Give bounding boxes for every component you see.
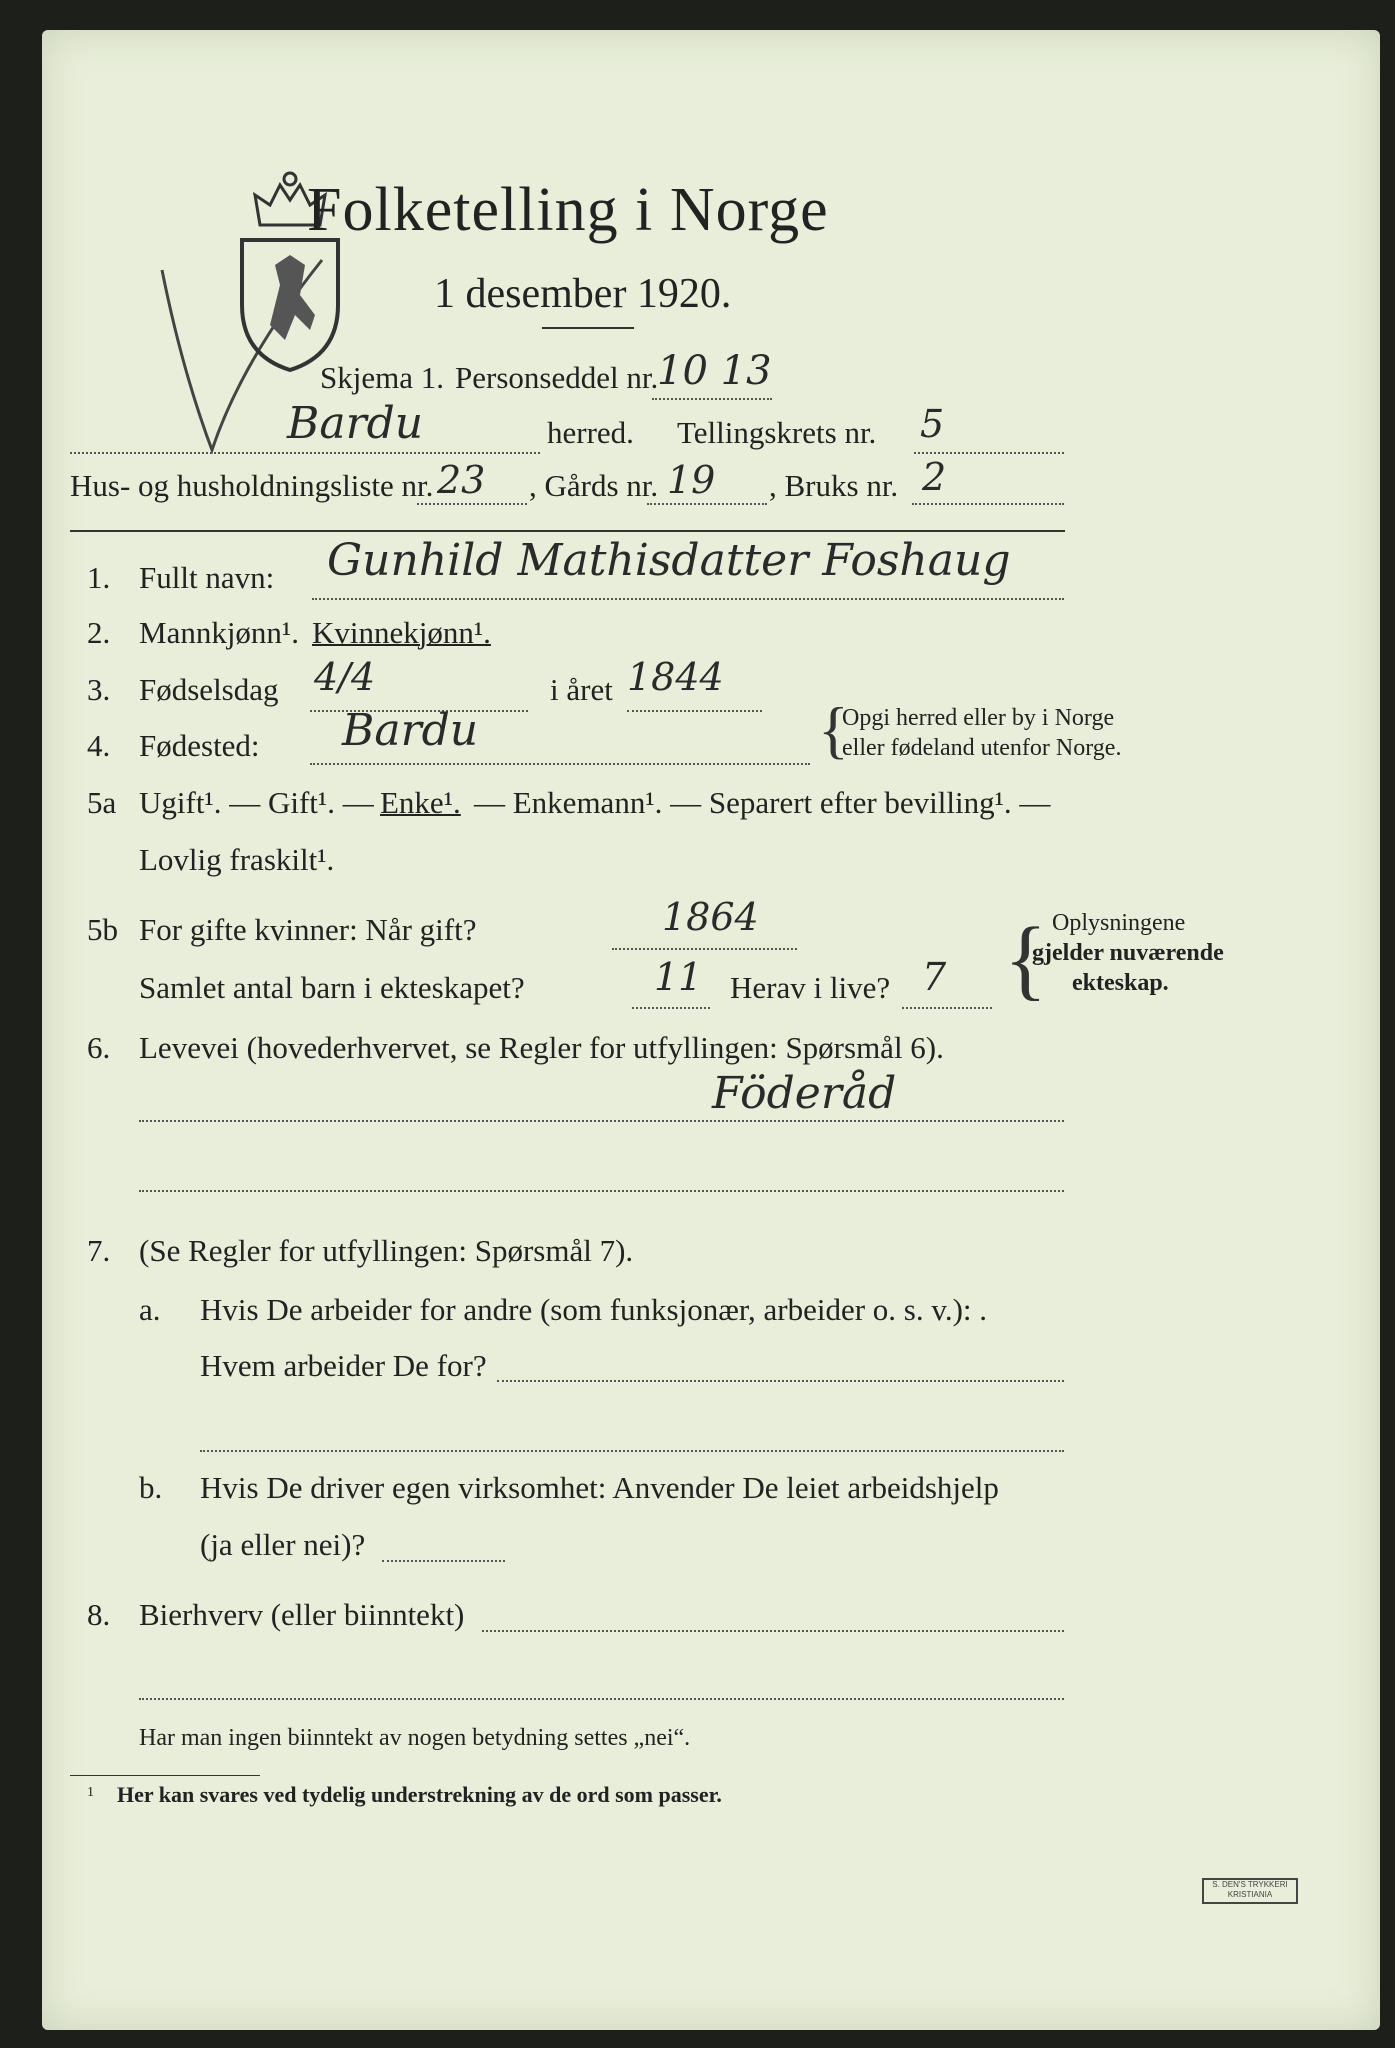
children-label: Samlet antal barn i ekteskapet?: [139, 970, 525, 1005]
husliste-value: 23: [437, 458, 486, 502]
married-when-label: For gifte kvinner: Når gift?: [139, 912, 477, 947]
q6-number: 6.: [87, 1030, 111, 1065]
q7-label: (Se Regler for utfyllingen: Spørsmål 7).: [139, 1233, 634, 1268]
printer-stamp: S. DEN'S TRYKKERI KRISTIANIA: [1202, 1878, 1298, 1904]
birth-year-value: 1844: [627, 655, 724, 699]
q7b-yes-no-label: (ja eller nei)?: [200, 1527, 366, 1562]
q7b-letter: b.: [139, 1470, 163, 1505]
personseddel-value: 10 13: [657, 348, 772, 394]
q5a-number: 5a: [87, 785, 117, 820]
schema-label: Skjema 1.: [320, 360, 444, 395]
q1-number: 1.: [87, 560, 111, 595]
birthplace-label: Fødested:: [139, 728, 260, 763]
q5b-number: 5b: [87, 912, 118, 947]
tellingskrets-label: Tellingskrets nr.: [677, 415, 877, 450]
q8-number: 8.: [87, 1597, 111, 1632]
side-income-label: Bierhverv (eller biinntekt): [139, 1597, 465, 1632]
occupation-value: Föderåd: [712, 1068, 897, 1119]
birth-year-label: i året: [550, 672, 613, 707]
q7b-text: Hvis De driver egen virksomhet: Anvender De leiet arbeidshjelp: [200, 1470, 999, 1505]
personseddel-label: Personseddel nr.: [455, 360, 659, 395]
side-income-note: Har man ingen biinntekt av nogen betydning settes „nei“.: [139, 1725, 691, 1751]
alive-label: Herav i live?: [730, 970, 891, 1005]
birthday-value: 4/4: [314, 655, 376, 699]
gards-label: , Gårds nr.: [529, 468, 659, 503]
q1-label: Fullt navn:: [139, 560, 275, 595]
herred-value: Bardu: [287, 398, 424, 449]
form-title: Folketelling i Norge: [307, 176, 829, 244]
marital-status-options-b: — Enkemann¹. — Separert efter bevilling¹. —: [474, 785, 1051, 820]
q7a-employer-label: Hvem arbeider De for?: [200, 1348, 487, 1383]
bruks-label: , Bruks nr.: [769, 468, 899, 503]
marital-status-options-a: Ugift¹. — Gift¹. —: [139, 785, 374, 820]
alive-value: 7: [922, 955, 947, 999]
q7a-letter: a.: [139, 1292, 161, 1327]
marriage-note-1: Oplysningene: [1052, 910, 1186, 936]
husliste-label: Hus- og husholdningsliste nr.: [70, 468, 434, 503]
q4-number: 4.: [87, 728, 111, 763]
census-date: 1 desember 1920.: [434, 271, 732, 317]
birthplace-value: Bardu: [342, 705, 479, 756]
q3-number: 3.: [87, 672, 111, 707]
tellingskrets-value: 5: [920, 402, 945, 446]
q7a-text: Hvis De arbeider for andre (som funksjonær, arbeider o. s. v.): .: [200, 1292, 988, 1327]
bruks-value: 2: [922, 455, 947, 499]
occupation-label: Levevei (hovederhvervet, se Regler for utfyllingen: Spørsmål 6).: [139, 1030, 944, 1065]
gender-male-option: Mannkjønn¹.: [139, 615, 299, 650]
marriage-note-2: gjelder nuværende: [1032, 940, 1224, 966]
footnote-text: Her kan svares ved tydelig understrekning av de ord som passer.: [117, 1782, 722, 1807]
full-name-value: Gunhild Mathisdatter Foshaug: [327, 535, 1011, 586]
children-value: 11: [654, 955, 703, 999]
marriage-note-3: ekteskap.: [1072, 970, 1169, 996]
footnote-number: 1: [87, 1785, 94, 1800]
q7-number: 7.: [87, 1233, 111, 1268]
q2-number: 2.: [87, 615, 111, 650]
married-year-value: 1864: [662, 895, 759, 939]
marital-status-divorced: Lovlig fraskilt¹.: [139, 842, 335, 877]
gender-female-option: Kvinnekjønn¹.: [312, 615, 491, 650]
birthday-label: Fødselsdag: [139, 672, 279, 707]
birthplace-note-2: eller fødeland utenfor Norge.: [842, 735, 1122, 761]
birthplace-note-1: Opgi herred eller by i Norge: [842, 705, 1115, 731]
gards-value: 19: [667, 458, 716, 502]
marital-status-enke: Enke¹.: [380, 785, 461, 820]
herred-label: herred.: [547, 415, 634, 450]
census-form: Folketelling i Norge 1 desember 1920. Skjema 1. Personseddel nr. 10 13 Bardu herred. Tellingskrets nr. 5 Hus- og husholdningsliste nr. 23 , Gårds nr. 19 , Bruks nr. 2 1. Fullt navn: Gunhild Mathisdatter Foshaug 2. Mannkjønn¹. Kvinnekjønn¹. 3. Fødselsdag 4/4 i året 1844 4. Fødested: Bardu { Opgi herred eller by i Norge eller fødeland utenfor Norge. 5a Ugift¹. — Gift¹. — Enke¹. — Enkemann¹. — Separert efter bevilling¹. — Lovlig fraskilt¹. 5b For gifte kvinner: Når gift? 1864 Samlet antal barn i ekteskapet? 11 Herav i live? 7 { Oplysningene gjelder nuværende ekteskap. 6. Levevei (hovederhvervet, se Regler for utfyllingen: Spørsmål 6). Föderåd 7. (Se Regler for utfyllingen: Spørsmål 7). a. Hvis De arbeider for andre (som funksjonær, arbeider o. s. v.): . Hvem arbeider De for? b. Hvis De driver egen virksomhet: Anvender De leiet arbeidshjelp (ja eller nei)? 8. Bierhverv (eller biinntekt) Har man ingen biinntekt av nogen betydning settes „nei“. 1 Her kan svares ved tydelig understrekning av de ord som passer. S. DEN'S TRYKKERI KRISTIANIA: [42, 30, 1380, 2030]
